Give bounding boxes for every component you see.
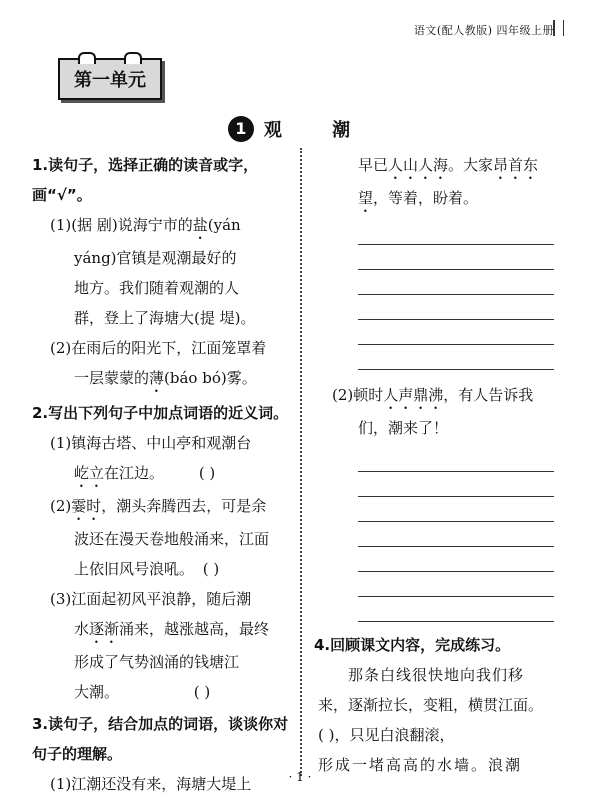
lesson-number: 1 — [228, 116, 254, 142]
lesson-heading — [0, 116, 600, 142]
text-line: 上依旧风号浪吼。 ( ) — [74, 560, 220, 578]
text-line: 望，等着，盼着。 — [358, 189, 479, 207]
unit-title: 第一单元 — [74, 70, 146, 91]
q3-item-2: (2)顿时人声鼎沸，有人告诉我 — [332, 386, 534, 404]
text-line: 水逐渐涌来，越涨越高，最终 — [74, 620, 270, 638]
passage-line-with-blank[interactable]: ( )，只见白浪翻滚， — [318, 726, 455, 744]
text-line: 地方。我们随着观潮的人 — [74, 279, 240, 297]
right-column — [314, 150, 554, 780]
binder-tab-right — [124, 52, 142, 64]
text-line: 大潮。 ( ) — [74, 683, 211, 701]
q3-item-1: (1)江潮还没有来，海塘大堤上 — [50, 775, 252, 793]
q1-item-2: (2)在雨后的阳光下，江面笼罩着 — [50, 339, 267, 357]
passage-line: 那条白线很快地向我们移 — [348, 666, 525, 684]
answer-blank[interactable]: ( ) — [193, 683, 211, 701]
text-line: 波还在漫天卷地般涌来，江面 — [74, 530, 270, 548]
passage-line: 形成一堵高高的水墙。浪潮 — [318, 756, 523, 774]
running-header: 语文(配人教版) 四年级上册 — [413, 24, 554, 37]
question-3: 3.读句子，结合加点的词语，谈谈你对句子的理解。 — [32, 715, 289, 763]
binder-tab-left — [78, 52, 96, 64]
header-marker — [553, 20, 564, 36]
answer-blank[interactable]: ( ) — [202, 560, 220, 578]
question-1: 1.读句子，选择正确的读音或字，画“√”。 — [32, 156, 259, 204]
answer-lines-2[interactable] — [318, 447, 554, 622]
q2-item-3: (3)江面起初风平浪静，随后潮 — [50, 590, 252, 608]
text-line: 一层蒙蒙的薄(báo bó)雾。 — [74, 369, 257, 387]
q2-item-1: (1)镇海古塔、中山亭和观潮台 — [50, 434, 252, 452]
unit-banner — [58, 58, 162, 100]
text-line: 早已人山人海。大家昂首东 — [358, 156, 539, 174]
text-line: 形成了气势汹涌的钱塘江 — [74, 653, 240, 671]
text-line: 们，潮来了！ — [358, 419, 449, 437]
page-number: · 1 · — [288, 770, 312, 784]
answer-lines-1[interactable] — [318, 220, 554, 370]
text-line: 群，登上了海塘大(提 堤)。 — [74, 309, 256, 327]
text-line: 屹立在江边。 ( ) — [74, 464, 216, 482]
left-column — [32, 150, 292, 799]
lesson-title: 观 潮 — [263, 120, 373, 141]
q1-item-1: (1)(据 剧)说海宁市的盐(yán — [50, 216, 241, 234]
answer-blank[interactable]: ( ) — [198, 464, 216, 482]
column-divider — [300, 148, 302, 776]
question-4: 4.回顾课文内容，完成练习。 — [314, 636, 511, 654]
q2-item-2: (2)霎时，潮头奔腾西去，可是余 — [50, 497, 267, 515]
text-line: yáng)官镇是观潮最好的 — [74, 249, 237, 267]
passage-line: 来，逐渐拉长，变粗，横贯江面。 — [318, 696, 544, 714]
question-2: 2.写出下列句子中加点词语的近义词。 — [32, 404, 289, 422]
